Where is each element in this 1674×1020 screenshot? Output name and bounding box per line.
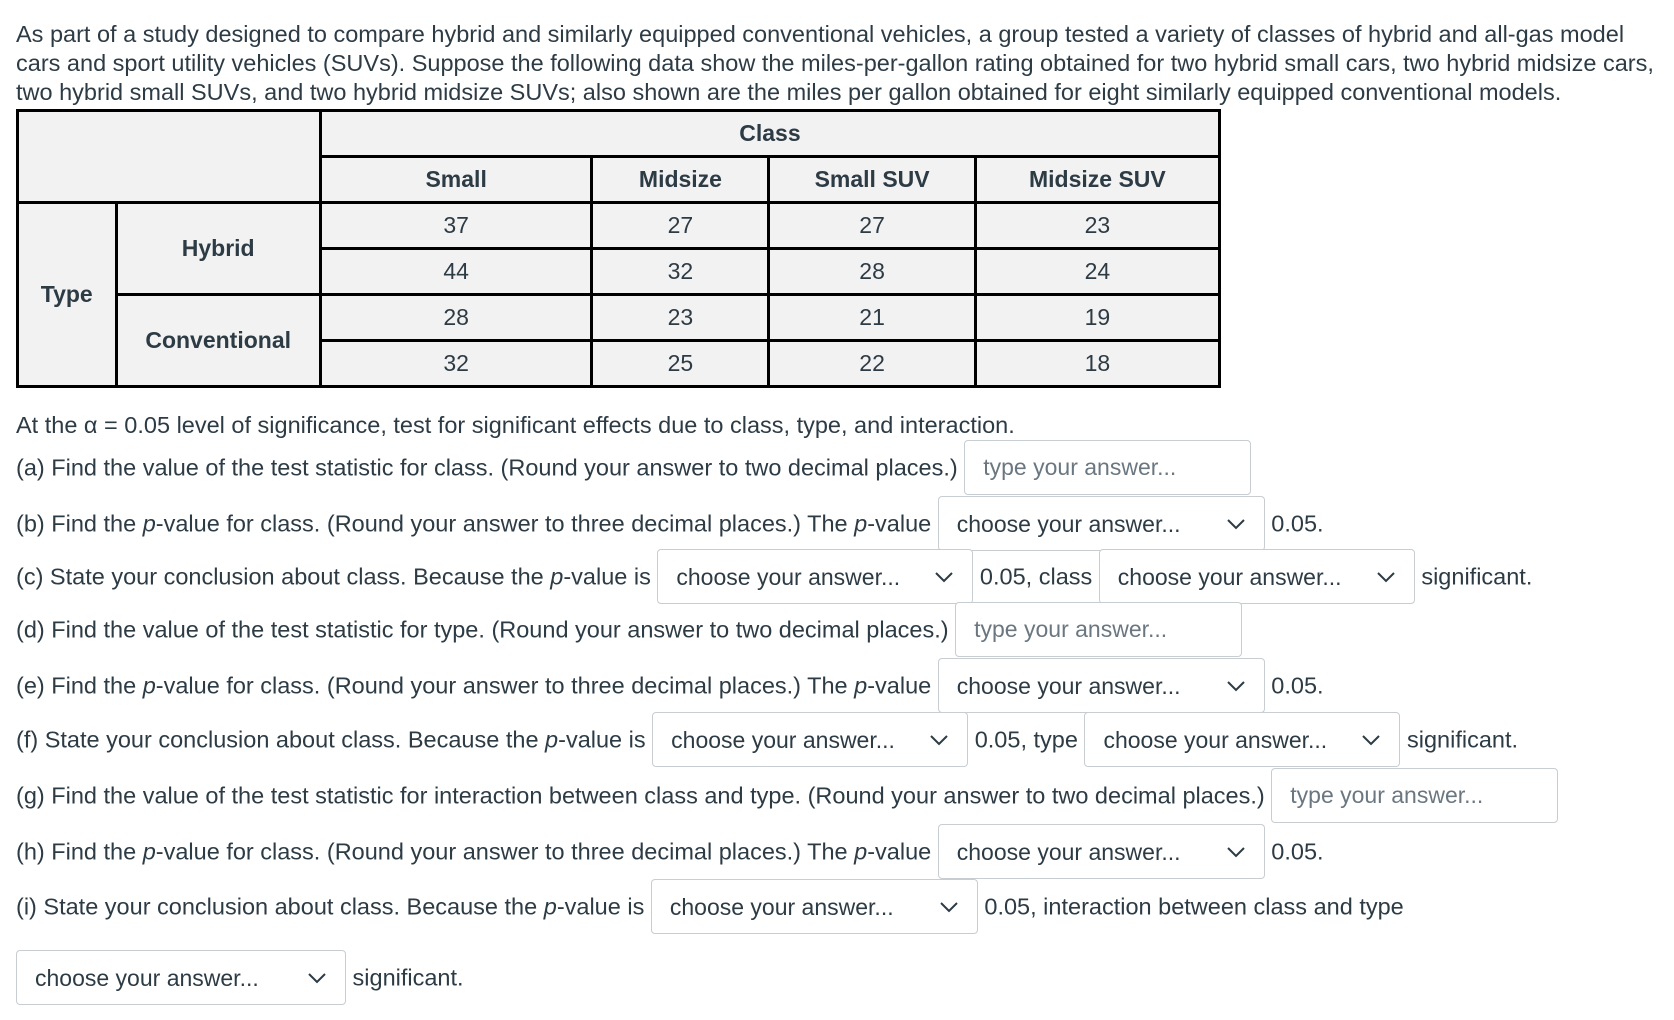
- select-placeholder: choose your answer...: [956, 838, 1181, 865]
- table-cell: 32: [320, 341, 592, 387]
- select-placeholder: choose your answer...: [1103, 726, 1328, 753]
- p-symbol: p: [142, 510, 156, 537]
- question-f-text: 0.05, type: [974, 726, 1078, 753]
- question-b: [16, 496, 1324, 551]
- class-header: Class: [320, 111, 1219, 157]
- question-b-text: -value for class. (Round your answer to three decimal places.) The: [155, 510, 855, 537]
- chevron-down-icon: [927, 728, 951, 752]
- p-symbol: p: [854, 672, 868, 699]
- chevron-down-icon: [1374, 565, 1398, 589]
- alpha-line: At the α = 0.05 level of significance, test for significant effects due to class, type, and interaction.: [16, 412, 1015, 438]
- select-placeholder: choose your answer...: [669, 893, 894, 920]
- answer-f2-select[interactable]: [1084, 712, 1400, 767]
- answer-f1-select[interactable]: [652, 712, 968, 767]
- question-c-text: (c) State your conclusion about class. Because the: [16, 563, 551, 590]
- question-h-text: -value for class. (Round your answer to three decimal places.) The: [155, 838, 855, 865]
- table-cell: 19: [975, 295, 1219, 341]
- select-placeholder: choose your answer...: [671, 726, 895, 753]
- question-f-text: (f) State your conclusion about class. Because the: [16, 726, 546, 753]
- question-f-suffix: significant.: [1406, 726, 1519, 753]
- question-d-text: (d) Find the value of the test statistic for type. (Round your answer to two decimal places.): [16, 616, 949, 643]
- chevron-down-icon: [1224, 674, 1248, 698]
- question-c: [16, 549, 1532, 604]
- p-symbol: p: [543, 893, 557, 920]
- question-i-cont: [16, 950, 464, 1005]
- question-g: [16, 768, 1558, 823]
- p-symbol: p: [142, 838, 156, 865]
- chevron-down-icon: [1224, 840, 1248, 864]
- table-cell: 24: [975, 249, 1219, 295]
- question-c-text: -value is: [563, 563, 651, 590]
- question-c-suffix: significant.: [1421, 563, 1533, 590]
- answer-i2-select[interactable]: [16, 950, 346, 1005]
- table-cell: 18: [975, 341, 1219, 387]
- question-i-suffix: significant.: [352, 964, 464, 991]
- chevron-down-icon: [1224, 512, 1248, 536]
- table-cell: 28: [769, 249, 975, 295]
- answer-g-input[interactable]: type your answer...: [1271, 768, 1558, 823]
- answer-c1-select[interactable]: [657, 549, 973, 604]
- table-cell: 32: [592, 249, 769, 295]
- question-h-text: (h) Find the: [16, 838, 143, 865]
- type-label: Type: [18, 203, 117, 387]
- problem-intro: As part of a study designed to compare hybrid and similarly equipped conventional vehicles, a group tested a variety of classes of hybrid and all-gas model cars and sport utility vehicles (SUVs). Suppose the following data show the miles-per-gallon rating obtained for two hybrid small cars, two hybrid midsize cars, two hybrid small SUVs, and two hybrid midsize SUVs; also shown are the miles per gallon obtained for eight similarly equipped conventional models.: [16, 21, 1654, 105]
- conventional-label: Conventional: [116, 295, 320, 387]
- question-b-text: -value: [867, 510, 932, 537]
- table-cell: 25: [592, 341, 769, 387]
- col-header-midsize-suv: Midsize SUV: [975, 157, 1219, 203]
- question-i-text: 0.05, interaction between class and type: [984, 893, 1404, 920]
- table-cell: 23: [592, 295, 769, 341]
- chevron-down-icon: [305, 966, 329, 990]
- question-h: [16, 824, 1324, 879]
- select-placeholder: choose your answer...: [35, 964, 259, 991]
- col-header-midsize: Midsize: [592, 157, 769, 203]
- question-e-text: (e) Find the: [16, 672, 143, 699]
- answer-a-input[interactable]: type your answer...: [964, 440, 1251, 495]
- table-cell: 28: [320, 295, 592, 341]
- question-b-text: (b) Find the: [16, 510, 143, 537]
- p-symbol: p: [854, 838, 868, 865]
- question-e-text: -value: [867, 672, 932, 699]
- table-corner: [18, 111, 321, 203]
- question-c-text: 0.05, class: [979, 563, 1093, 590]
- answer-e-select[interactable]: [938, 658, 1265, 713]
- mpg-data-table: [16, 109, 1221, 388]
- answer-b-select[interactable]: [938, 496, 1265, 551]
- question-h-suffix: 0.05.: [1271, 838, 1324, 865]
- table-cell: 23: [975, 203, 1219, 249]
- p-symbol: p: [142, 672, 156, 699]
- question-h-text: -value: [867, 838, 932, 865]
- p-symbol: p: [854, 510, 868, 537]
- table-cell: 37: [320, 203, 592, 249]
- answer-c2-select[interactable]: [1099, 549, 1415, 604]
- question-e-text: -value for class. (Round your answer to three decimal places.) The: [155, 672, 855, 699]
- question-a: [16, 440, 1251, 495]
- question-e-suffix: 0.05.: [1271, 672, 1324, 699]
- question-f: [16, 712, 1518, 767]
- p-symbol: p: [545, 726, 559, 753]
- question-i-text: (i) State your conclusion about class. Because the: [16, 893, 544, 920]
- answer-i1-select[interactable]: [651, 879, 978, 934]
- chevron-down-icon: [937, 895, 961, 919]
- question-d: [16, 602, 1242, 657]
- table-cell: 44: [320, 249, 592, 295]
- question-b-suffix: 0.05.: [1271, 510, 1324, 537]
- select-placeholder: choose your answer...: [956, 672, 1181, 699]
- select-placeholder: choose your answer...: [956, 510, 1181, 537]
- table-cell: 21: [769, 295, 975, 341]
- table-cell: 27: [769, 203, 975, 249]
- question-f-text: -value is: [558, 726, 646, 753]
- question-i: [16, 879, 1404, 934]
- p-symbol: p: [550, 563, 564, 590]
- select-placeholder: choose your answer...: [1117, 563, 1342, 590]
- col-header-small-suv: Small SUV: [769, 157, 975, 203]
- table-cell: 27: [592, 203, 769, 249]
- question-g-text: (g) Find the value of the test statistic for interaction between class and type. (Round your answer to two decimal places.): [16, 782, 1265, 809]
- select-placeholder: choose your answer...: [676, 563, 901, 590]
- col-header-small: Small: [320, 157, 592, 203]
- chevron-down-icon: [1359, 728, 1383, 752]
- hybrid-label: Hybrid: [116, 203, 320, 295]
- answer-d-input[interactable]: type your answer...: [955, 602, 1242, 657]
- question-e: [16, 658, 1324, 713]
- answer-h-select[interactable]: [938, 824, 1265, 879]
- chevron-down-icon: [932, 565, 956, 589]
- question-i-text: -value is: [556, 893, 645, 920]
- question-a-text: (a) Find the value of the test statistic for class. (Round your answer to two decimal places.): [16, 454, 958, 481]
- table-cell: 22: [769, 341, 975, 387]
